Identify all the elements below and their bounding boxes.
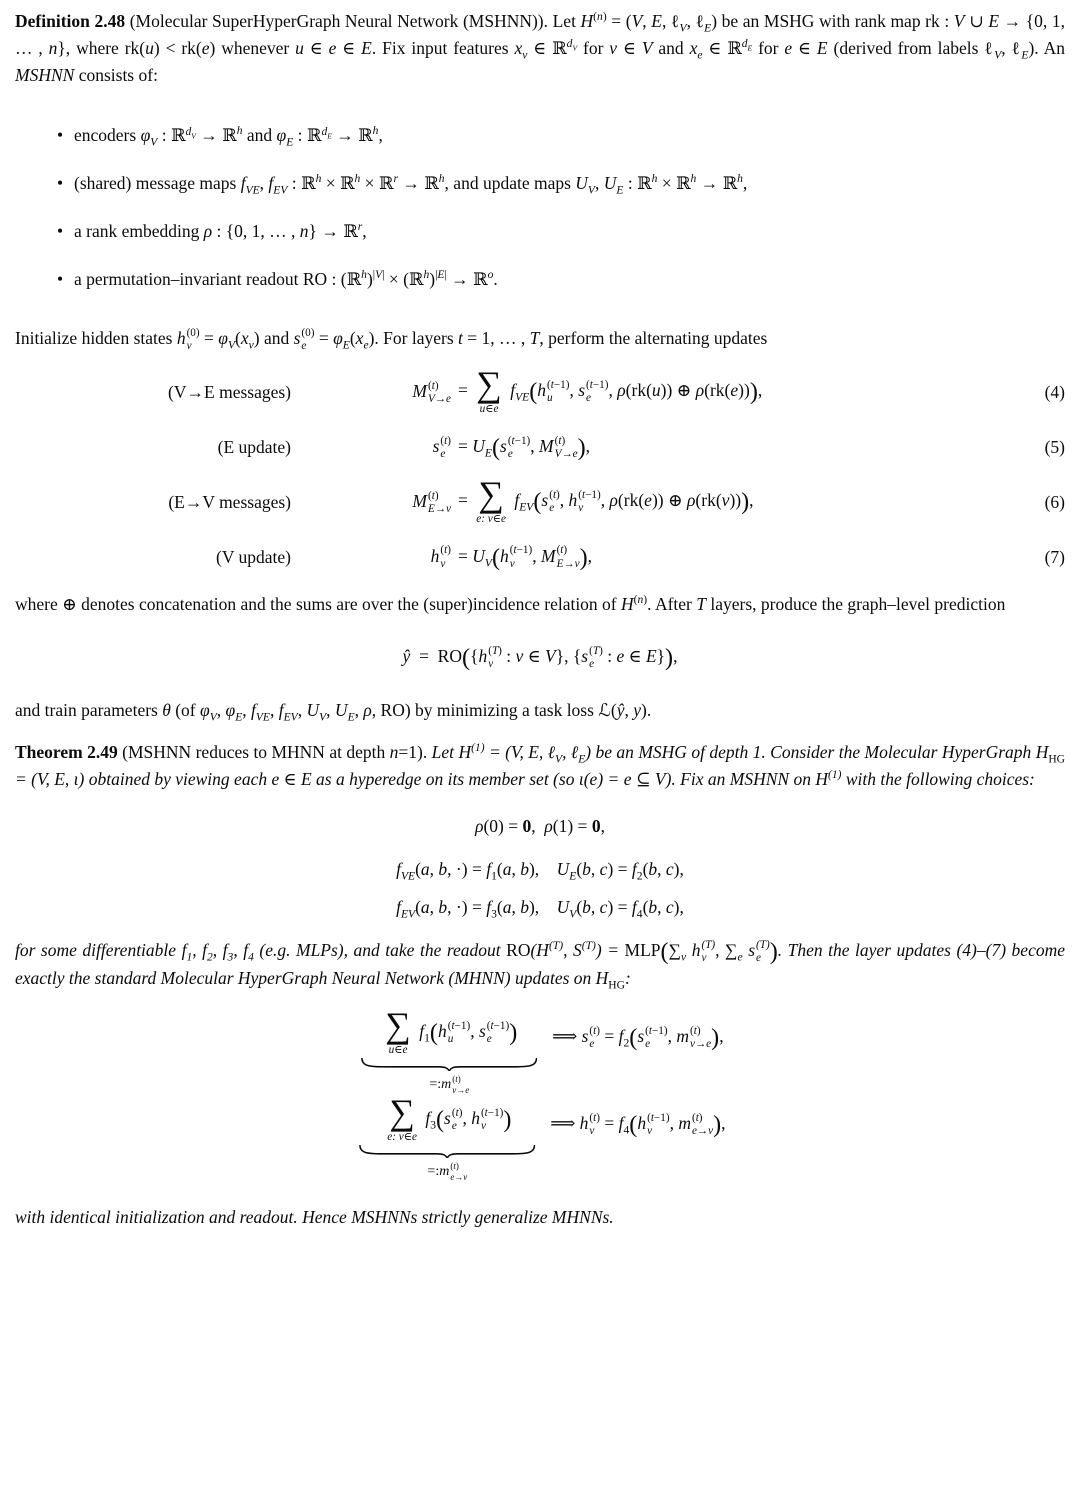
choice-equation-1: $f_{VE}(a$, b, ·) = $f_1(a$, b), $U_E(b$, $c) = f_2(b$, c), <box>396 858 684 883</box>
bullet-message-maps: • (shared) message maps $f_{VE}$, $f_{EV}$ : ℝ$^h$ × ℝ$^h$ × ℝ$^r$ → ℝ$^h$, and update maps $U_V$, $U_E$ : ℝ$^h$ × ℝ$^h$ → ℝ$^h$, <box>57 170 1065 197</box>
equation-5-rhs: = $U_E(s$ (t−1) e , M (t) V→e ), <box>458 433 591 461</box>
bullet-encoders: • encoders $\varphi_V$ : ℝ$^{d_V}$ → ℝ$^h$ and $\varphi_E$ : ℝ$^{d_E}$ → ℝ$^h$, <box>57 122 1065 149</box>
where-paragraph: where ⊕ denotes concatenation and the sums are over the (super)incidence relation of $H^{(n)}$. After T layers, produce the graph–level prediction <box>15 593 1006 614</box>
mhnn-sum-2: ∑ e: v∈e $f_3(s$ (t) e , h (t−1) v ) <box>387 1092 512 1143</box>
definition-heading: Definition 2.48 <box>15 11 126 31</box>
equation-7-label: (V update) <box>216 546 291 567</box>
mhnn-equation-1 <box>15 1005 1065 1095</box>
choice-equation-2: $f_{EV}(a$, b, ·) = $f_3(a$, b), $U_V(b$, $c) = f_4(b$, c), <box>396 897 684 921</box>
equation-6-row <box>15 474 1065 525</box>
equation-5-lhs: s (t) e <box>432 434 451 460</box>
initialize-paragraph: Initialize hidden states h (0) v = $\varphi_V(x_v)$ and s (0) e = $\varphi_E(x_e)$. For layers t = 1, … , T, perform the alternating updates <box>15 326 768 352</box>
underbrace-icon <box>361 1058 537 1071</box>
equation-4-label: (V→E messages) <box>168 381 291 402</box>
underbrace-group-1 <box>356 1005 542 1095</box>
equation-5-number: (5) <box>1044 436 1065 457</box>
equation-4-row <box>15 364 1065 415</box>
bullet-readout: • a permutation–invariant readout RO : (ℝ$^h$)$^{|V|}$ × (ℝ$^h$)$^{|E|}$ → ℝ$^o$. <box>57 266 1065 292</box>
equation-7-row <box>15 543 1065 571</box>
mhnn-rhs-1: ⟹ s (t) e = $f_2(s$ (t−1) e , m (t) v→e ), <box>552 1024 724 1052</box>
closing-paragraph: with identical initialization and readout. Hence MSHNNs strictly generalize MHNNs. <box>15 1207 614 1228</box>
mhnn-equation-2 <box>15 1092 1065 1182</box>
readout-paragraph: for some differentiable $f_1$, $f_2$, $f_3$, $f_4$ (e.g. MLPs), and take the readout $RO(H^{(T)}$, $S^{(T)}) = MLP(\sum_v$ h (T) v , $\sum_e$ s (T) e ). Then the layer updates (4)–(7) become exactly the standard Molecular HyperGraph Neural Network (MHNN) updates on $H_{HG}$: <box>15 937 1065 992</box>
bullet-rank-embedding: • a rank embedding ρ : {0, 1, … , n} → ℝ$^r$, <box>57 218 1065 244</box>
equation-6-number: (6) <box>1044 491 1065 512</box>
equation-5-row <box>15 433 1065 461</box>
train-paragraph: and train parameters θ (of $\varphi_V$, $\varphi_E$, $f_{VE}$, $f_{EV}$, $U_V$, $U_E$, ρ, RO) by minimizing a task loss ℒ(ŷ, y). <box>15 700 652 724</box>
equation-6-lhs: M (t) E→v <box>412 489 451 515</box>
definition-paragraph <box>15 8 1065 88</box>
definition-bullet-list <box>15 122 1065 292</box>
equation-6-label: (E→V messages) <box>168 491 291 512</box>
mhnn-rhs-2: ⟹ h (t) v = $f_4(h$ (t−1) v , m (t) e→v ), <box>550 1111 726 1139</box>
theorem-body: Let $H^{(1)} = (V$, E, ℓ$_V$, ℓ$_E$) be an MSHG of depth 1. Consider the Molecular HyperGraph $H_{HG} = (V$, E, ι) obtained by viewing each e ∈ E as a hyperedge on its member set (so ι(e) = e ⊆ V). Fix an MSHNN on $H^{(1)}$ with the following choices: <box>15 742 1066 790</box>
theorem-heading: Theorem 2.49 <box>15 742 118 763</box>
equation-6-rhs: = ∑ e: v∈e $f_{EV}(s$ (t) e , h (t−1) v , ρ(rk(e)) ⊕ ρ(rk(v))), <box>458 474 754 525</box>
equation-4-rhs: = ∑ u∈e $f_{VE}(h$ (t−1) u , s (t−1) e , ρ(rk(u)) ⊕ ρ(rk(e))), <box>458 364 763 415</box>
equation-5-label: (E update) <box>217 436 291 457</box>
equation-7-rhs: = $U_V(h$ (t−1) v , M (t) E→v ), <box>458 543 592 571</box>
definition-body: (Molecular SuperHyperGraph Neural Network (MSHNN)). Let $H^{(n)} = (V$, E, ℓ$_V$, ℓ$_E$) be an MSHG with rank map rk : V ∪ E → {0, 1, … , n}, where rk(u) < rk(e) whenever u ∈ e ∈ E. Fix input features $x_v$ ∈ ℝ$^{d_V}$ for v ∈ V and $x_e$ ∈ ℝ$^{d_E}$ for e ∈ E (derived from labels ℓ$_V$, ℓ$_E$). An MSHNN consists of: <box>15 11 1065 86</box>
mhnn-sum-1: ∑ u∈e $f_1(h$ (t−1) u , s (t−1) e ) <box>385 1005 518 1056</box>
theorem-intro: (MSHNN reduces to MHNN at depth n=1). <box>117 742 432 763</box>
rho-equation: ρ(0) = 0, ρ(1) = 0, <box>475 815 605 836</box>
equation-4-lhs: M (t) V→e <box>412 379 451 405</box>
theorem-paragraph <box>15 739 1065 792</box>
underbrace-group-2 <box>355 1092 541 1182</box>
prediction-equation: ŷ = RO({h (T) v : v ∈ V}, {s (T) e : e ∈ E}), <box>402 644 678 672</box>
equation-7-lhs: h (t) v <box>430 544 451 570</box>
equation-4-number: (4) <box>1044 381 1065 402</box>
underbrace-label-2: =:m (t) e→v <box>427 1161 468 1182</box>
update-equations-block <box>15 364 1065 571</box>
underbrace-icon <box>359 1145 535 1158</box>
underbrace-label-1: =:m (t) v→e <box>429 1074 470 1095</box>
equation-7-number: (7) <box>1044 546 1065 567</box>
